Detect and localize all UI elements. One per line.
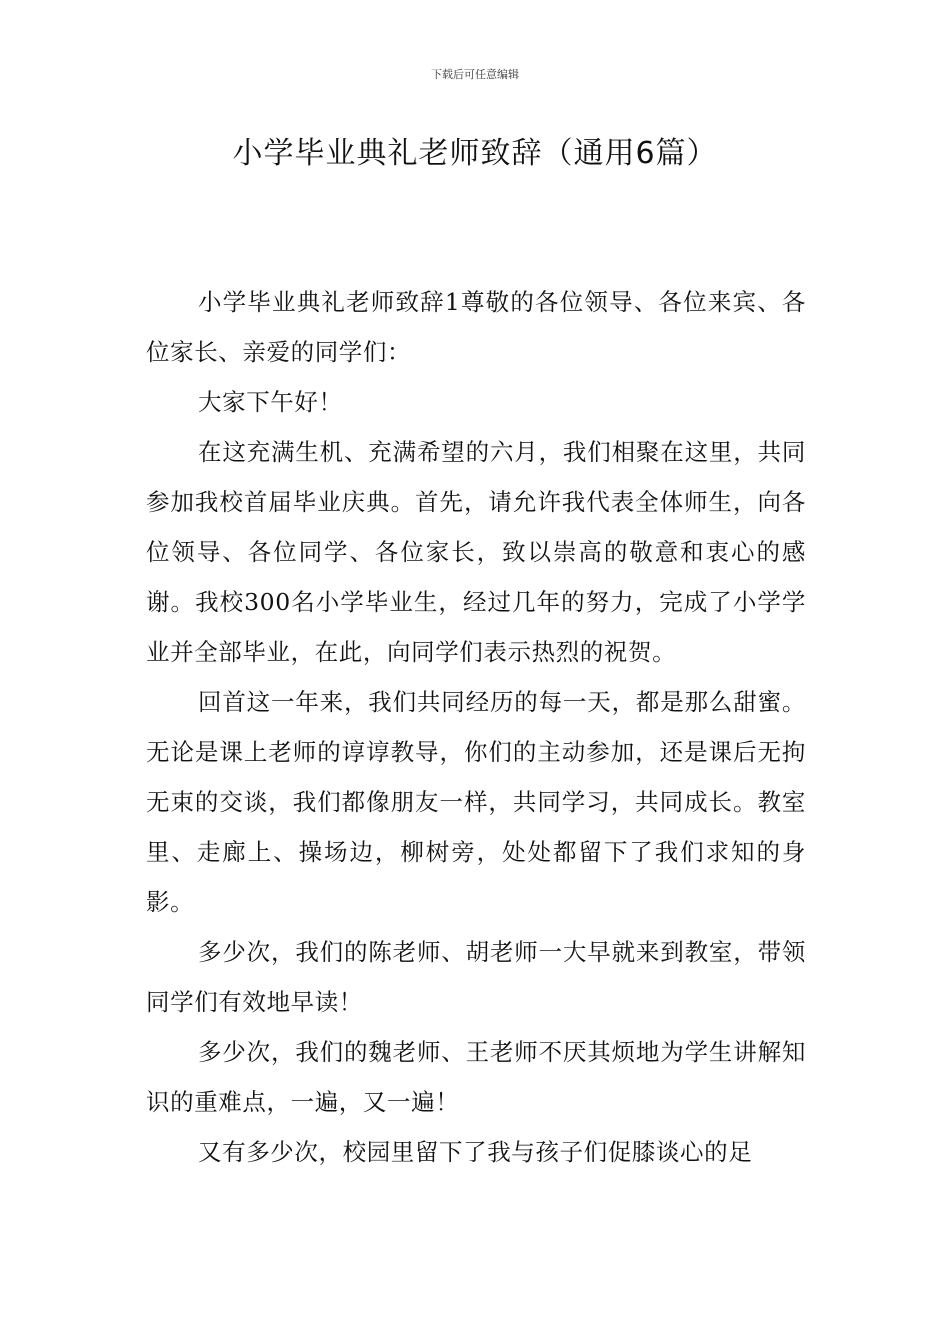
header-note: 下载后可任意编辑 — [431, 68, 519, 81]
paragraph-4: 回首这一年来，我们共同经历的每一天，都是那么甜蜜。无论是课上老师的谆谆教导，你们的主动参加，还是课后无拘无束的交谈，我们都像朋友一样，共同学习，共同成长。教室里、走廊上、操场边，柳树旁，处处都留下了我们求知的身影。 — [146, 688, 806, 916]
paragraph-2: 大家下午好！ — [198, 388, 343, 416]
paragraph-3: 在这充满生机、充满希望的六月，我们相聚在这里，共同参加我校首届毕业庆典。首先，请允许我代表全体师生，向各位领导、各位同学、各位家长，致以崇高的敬意和衷心的感谢。我校300名小学毕业生，经过几年的努力，完成了小学学业并全部毕业，在此，向同学们表示热烈的祝贺。 — [146, 438, 806, 666]
document-title: 小学毕业典礼老师致辞（通用6篇） — [232, 136, 718, 171]
paragraph-5: 多少次，我们的陈老师、胡老师一大早就来到教室，带领同学们有效地早读！ — [146, 938, 806, 1016]
document-body — [146, 277, 806, 1177]
paragraph-1: 小学毕业典礼老师致辞1尊敬的各位领导、各位来宾、各位家长、亲爱的同学们： — [146, 288, 806, 366]
paragraph-6: 多少次，我们的魏老师、王老师不厌其烦地为学生讲解知识的重难点，一遍，又一遍！ — [146, 1038, 806, 1116]
paragraph-7: 又有多少次，校园里留下了我与孩子们促膝谈心的足 — [198, 1138, 753, 1166]
